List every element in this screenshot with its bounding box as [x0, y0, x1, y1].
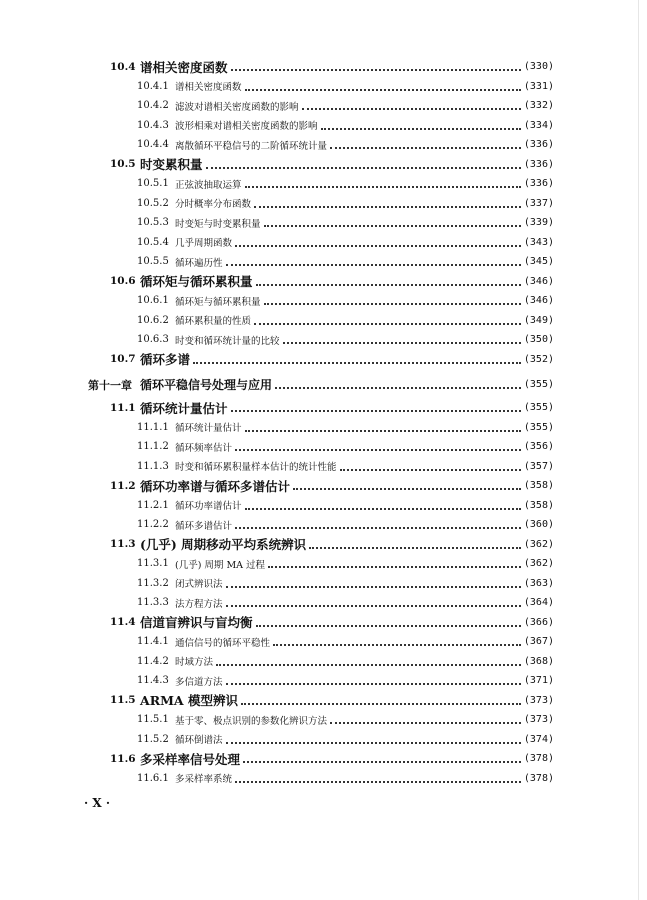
- toc-entry-page: (358): [523, 480, 554, 492]
- toc-entry-title: 循环功率谱与循环多谱估计: [140, 478, 291, 494]
- toc-entry-page: (368): [523, 655, 554, 667]
- toc-entry-page: (352): [523, 353, 554, 365]
- toc-section-entry: [0, 535, 647, 555]
- toc-subsection-entry: [0, 554, 647, 574]
- toc-entry-title: 波形相乘对谱相关密度函数的影响: [175, 121, 318, 133]
- toc-section-entry: [0, 398, 647, 418]
- page-edge: [638, 0, 639, 900]
- dot-leader: [245, 185, 521, 188]
- toc-entry-title: 循环平稳信号处理与应用: [140, 378, 273, 392]
- toc-entry-number: 10.4: [110, 60, 136, 73]
- page-folio: · X ·: [84, 796, 111, 810]
- toc-entry-page: (374): [523, 733, 554, 745]
- toc-entry-page: (350): [523, 334, 554, 346]
- toc-subsection-entry: [0, 116, 647, 136]
- toc-entry-number: 10.4.3: [137, 119, 169, 131]
- toc-section-entry: [0, 691, 647, 711]
- toc-entry-number: 11.1.2: [137, 441, 169, 453]
- toc-entry-title: (几乎) 周期移动平均系统辨识: [140, 537, 307, 553]
- toc-entry-title: 循环统计量估计: [175, 423, 242, 435]
- toc-entry-title: 循环矩与循环累积量: [175, 296, 261, 308]
- toc-entry-number: 10.4.2: [137, 100, 169, 112]
- dot-leader: [245, 507, 521, 510]
- toc-entry-title: 循环累积量的性质: [175, 316, 252, 328]
- toc-entry-page: (356): [523, 441, 554, 453]
- toc-subsection-entry: [0, 291, 647, 311]
- toc-entry-number: 10.4.1: [137, 80, 169, 92]
- toc-entry-page: (373): [523, 694, 554, 706]
- toc-entry-page: (364): [523, 597, 554, 609]
- toc-entry-title: 法方程方法: [175, 598, 223, 610]
- dot-leader: [235, 526, 521, 529]
- toc-subsection-entry: [0, 311, 647, 331]
- toc-entry-page: (355): [523, 421, 554, 433]
- dot-leader: [309, 546, 521, 549]
- toc-entry-title: 循环矩与循环累积量: [140, 274, 253, 290]
- toc-entry-page: (346): [523, 275, 554, 287]
- toc-entry-title: 循环统计量估计: [140, 400, 228, 416]
- toc-entry-title: 时变矩与时变累积量: [175, 218, 261, 230]
- toc-subsection-entry: [0, 457, 647, 477]
- dot-leader: [283, 341, 521, 344]
- toc-entry-title: 多信道方法: [175, 676, 223, 688]
- dot-leader: [302, 107, 521, 110]
- toc-subsection-entry: [0, 418, 647, 438]
- toc-entry-title: 循环功率谱估计: [175, 501, 242, 513]
- dot-leader: [330, 146, 521, 149]
- toc-entry-page: (355): [523, 379, 554, 390]
- toc-entry-title: 时域方法: [175, 657, 214, 669]
- toc-entry-number: 11.2.2: [137, 519, 169, 531]
- toc-entry-title: 谱相关密度函数: [140, 59, 228, 75]
- toc-subsection-entry: [0, 593, 647, 613]
- dot-leader: [264, 302, 521, 305]
- dot-leader: [235, 780, 521, 783]
- dot-leader: [243, 760, 521, 763]
- dot-leader: [254, 205, 521, 208]
- dot-leader: [256, 624, 521, 627]
- toc-section-entry: [0, 350, 647, 370]
- dot-leader: [235, 448, 521, 451]
- toc-entry-title: 滤波对谱相关密度函数的影响: [175, 101, 299, 113]
- toc-entry-number: 11.5: [110, 694, 136, 707]
- toc-section-entry: [0, 749, 647, 769]
- dot-leader: [293, 487, 521, 490]
- toc-entry-number: 11.1: [110, 401, 136, 414]
- toc-entry-title: 分时概率分布函数: [175, 199, 252, 211]
- toc-entry-number: 11.1.3: [137, 460, 169, 472]
- toc-entry-title: 正弦波抽取运算: [175, 179, 242, 191]
- dot-leader: [206, 166, 521, 169]
- toc-entry-title: 循环多谱: [140, 352, 191, 368]
- toc-entry-number: 10.6.1: [137, 295, 169, 307]
- toc-entry-number: 11.4.1: [137, 636, 169, 648]
- toc-entry-title: 循环多谱估计: [175, 520, 233, 532]
- toc-entry-title: 几乎周期函数: [175, 238, 233, 250]
- dot-leader: [273, 643, 521, 646]
- toc-entry-title: 循环倒谱法: [175, 735, 223, 747]
- toc-entry-number: 11.4.2: [137, 655, 169, 667]
- toc-entry-number: 10.6: [110, 275, 136, 288]
- toc-entry-number: 10.5.2: [137, 197, 169, 209]
- dot-leader: [256, 283, 521, 286]
- toc-entry-number: 10.5.4: [137, 236, 169, 248]
- dot-leader: [226, 585, 521, 588]
- dot-leader: [226, 263, 521, 266]
- toc-entry-title: 多采样率系统: [175, 774, 233, 786]
- dot-leader: [245, 429, 521, 432]
- toc-entry-page: (336): [523, 139, 554, 151]
- toc-entry-number: 10.6.2: [137, 314, 169, 326]
- toc-subsection-entry: [0, 671, 647, 691]
- toc-entry-page: (358): [523, 499, 554, 511]
- dot-leader: [340, 468, 521, 471]
- toc-entry-number: 11.3.2: [137, 577, 169, 589]
- toc-entry-title: 时变和循环统计量的比较: [175, 335, 280, 347]
- toc-subsection-entry: [0, 496, 647, 516]
- toc-subsection-entry: [0, 515, 647, 535]
- toc-entry-number: 10.6.3: [137, 334, 169, 346]
- toc-entry-page: (343): [523, 236, 554, 248]
- toc-entry-title: 通信信号的循环平稳性: [175, 637, 271, 649]
- toc-entry-page: (337): [523, 197, 554, 209]
- toc-entry-page: (378): [523, 753, 554, 765]
- toc-entry-number: 11.5.1: [137, 714, 169, 726]
- toc-subsection-entry: [0, 194, 647, 214]
- toc-entry-page: (362): [523, 558, 554, 570]
- toc-entry-page: (334): [523, 119, 554, 131]
- toc-entry-number: 11.2: [110, 479, 136, 492]
- toc-entry-page: (363): [523, 577, 554, 589]
- toc-entry-number: 10.4.4: [137, 139, 169, 151]
- toc-entry-number: 10.5.3: [137, 217, 169, 229]
- toc-entry-page: (360): [523, 519, 554, 531]
- toc-entry-title: (几乎) 周期 MA 过程: [175, 559, 266, 571]
- dot-leader: [275, 386, 521, 389]
- toc-entry-page: (366): [523, 616, 554, 628]
- toc-subsection-entry: [0, 710, 647, 730]
- toc-entry-number: 11.4: [110, 616, 136, 629]
- toc-entry-number: 11.3.3: [137, 597, 169, 609]
- toc-section-entry: [0, 476, 647, 496]
- toc-subsection-entry: [0, 213, 647, 233]
- toc-entry-page: (332): [523, 100, 554, 112]
- toc-entry-page: (373): [523, 714, 554, 726]
- toc-entry-title: 基于零、极点识别的参数化辨识方法: [175, 715, 328, 727]
- toc-entry-title: 循环遍历性: [175, 257, 223, 269]
- toc-section-entry: [0, 57, 647, 77]
- dot-leader: [330, 721, 521, 724]
- toc-entry-title: 闭式辨识法: [175, 579, 223, 591]
- toc-entry-title: 时变累积量: [140, 157, 203, 173]
- dot-leader: [231, 409, 521, 412]
- toc-entry-title: 多采样率信号处理: [140, 751, 241, 767]
- toc-entry-number: 11.6: [110, 752, 136, 765]
- toc-subsection-entry: [0, 574, 647, 594]
- toc-subsection-entry: [0, 769, 647, 789]
- toc-section-entry: [0, 272, 647, 292]
- toc-entry-page: (367): [523, 636, 554, 648]
- toc-entry-page: (345): [523, 256, 554, 268]
- table-of-contents: [0, 57, 647, 788]
- toc-entry-number: 10.7: [110, 353, 136, 366]
- toc-entry-number: 11.6.1: [137, 772, 169, 784]
- toc-entry-page: (331): [523, 80, 554, 92]
- dot-leader: [321, 127, 521, 130]
- toc-subsection-entry: [0, 330, 647, 350]
- toc-subsection-entry: [0, 233, 647, 253]
- toc-entry-number: 11.2.1: [137, 499, 169, 511]
- toc-subsection-entry: [0, 652, 647, 672]
- toc-subsection-entry: [0, 632, 647, 652]
- toc-subsection-entry: [0, 730, 647, 750]
- dot-leader: [254, 322, 521, 325]
- toc-entry-page: (355): [523, 402, 554, 414]
- toc-entry-page: (339): [523, 217, 554, 229]
- dot-leader: [226, 604, 521, 607]
- toc-entry-number: 10.5: [110, 158, 136, 171]
- toc-subsection-entry: [0, 135, 647, 155]
- toc-entry-number: 11.3: [110, 538, 136, 551]
- toc-entry-page: (362): [523, 538, 554, 550]
- toc-entry-title: 时变和循环累积量样本估计的统计性能: [175, 462, 337, 474]
- toc-subsection-entry: [0, 252, 647, 272]
- toc-entry-number: 11.3.1: [137, 558, 169, 570]
- toc-section-entry: [0, 613, 647, 633]
- dot-leader: [235, 244, 521, 247]
- toc-entry-number: 11.4.3: [137, 675, 169, 687]
- toc-entry-number: 10.5.5: [137, 256, 169, 268]
- dot-leader: [226, 741, 521, 744]
- dot-leader: [193, 361, 521, 364]
- dot-leader: [268, 565, 521, 568]
- toc-entry-number: 10.5.1: [137, 178, 169, 190]
- toc-entry-page: (330): [523, 61, 554, 73]
- dot-leader: [264, 224, 521, 227]
- toc-entry-number: 11.1.1: [137, 421, 169, 433]
- toc-entry-title: 信道盲辨识与盲均衡: [140, 615, 253, 631]
- dot-leader: [245, 88, 521, 91]
- toc-entry-page: (357): [523, 460, 554, 472]
- dot-leader: [241, 702, 521, 705]
- toc-entry-page: (346): [523, 295, 554, 307]
- dot-leader: [231, 68, 521, 71]
- toc-entry-page: (349): [523, 314, 554, 326]
- toc-entry-title: 离散循环平稳信号的二阶循环统计量: [175, 140, 328, 152]
- toc-section-entry: [0, 155, 647, 175]
- toc-entry-page: (336): [523, 158, 554, 170]
- toc-entry-number: 11.5.2: [137, 733, 169, 745]
- toc-entry-page: (336): [523, 178, 554, 190]
- toc-chapter-entry: [0, 373, 647, 396]
- toc-entry-title: 循环频率估计: [175, 442, 233, 454]
- toc-entry-title: 谱相关密度函数: [175, 82, 242, 94]
- toc-subsection-entry: [0, 437, 647, 457]
- toc-entry-number: 第十一章: [88, 378, 132, 392]
- toc-entry-page: (378): [523, 772, 554, 784]
- dot-leader: [216, 663, 521, 666]
- dot-leader: [226, 682, 521, 685]
- toc-subsection-entry: [0, 174, 647, 194]
- toc-entry-title: ARMA 模型辨识: [140, 693, 238, 709]
- toc-subsection-entry: [0, 77, 647, 97]
- toc-entry-page: (371): [523, 675, 554, 687]
- toc-subsection-entry: [0, 96, 647, 116]
